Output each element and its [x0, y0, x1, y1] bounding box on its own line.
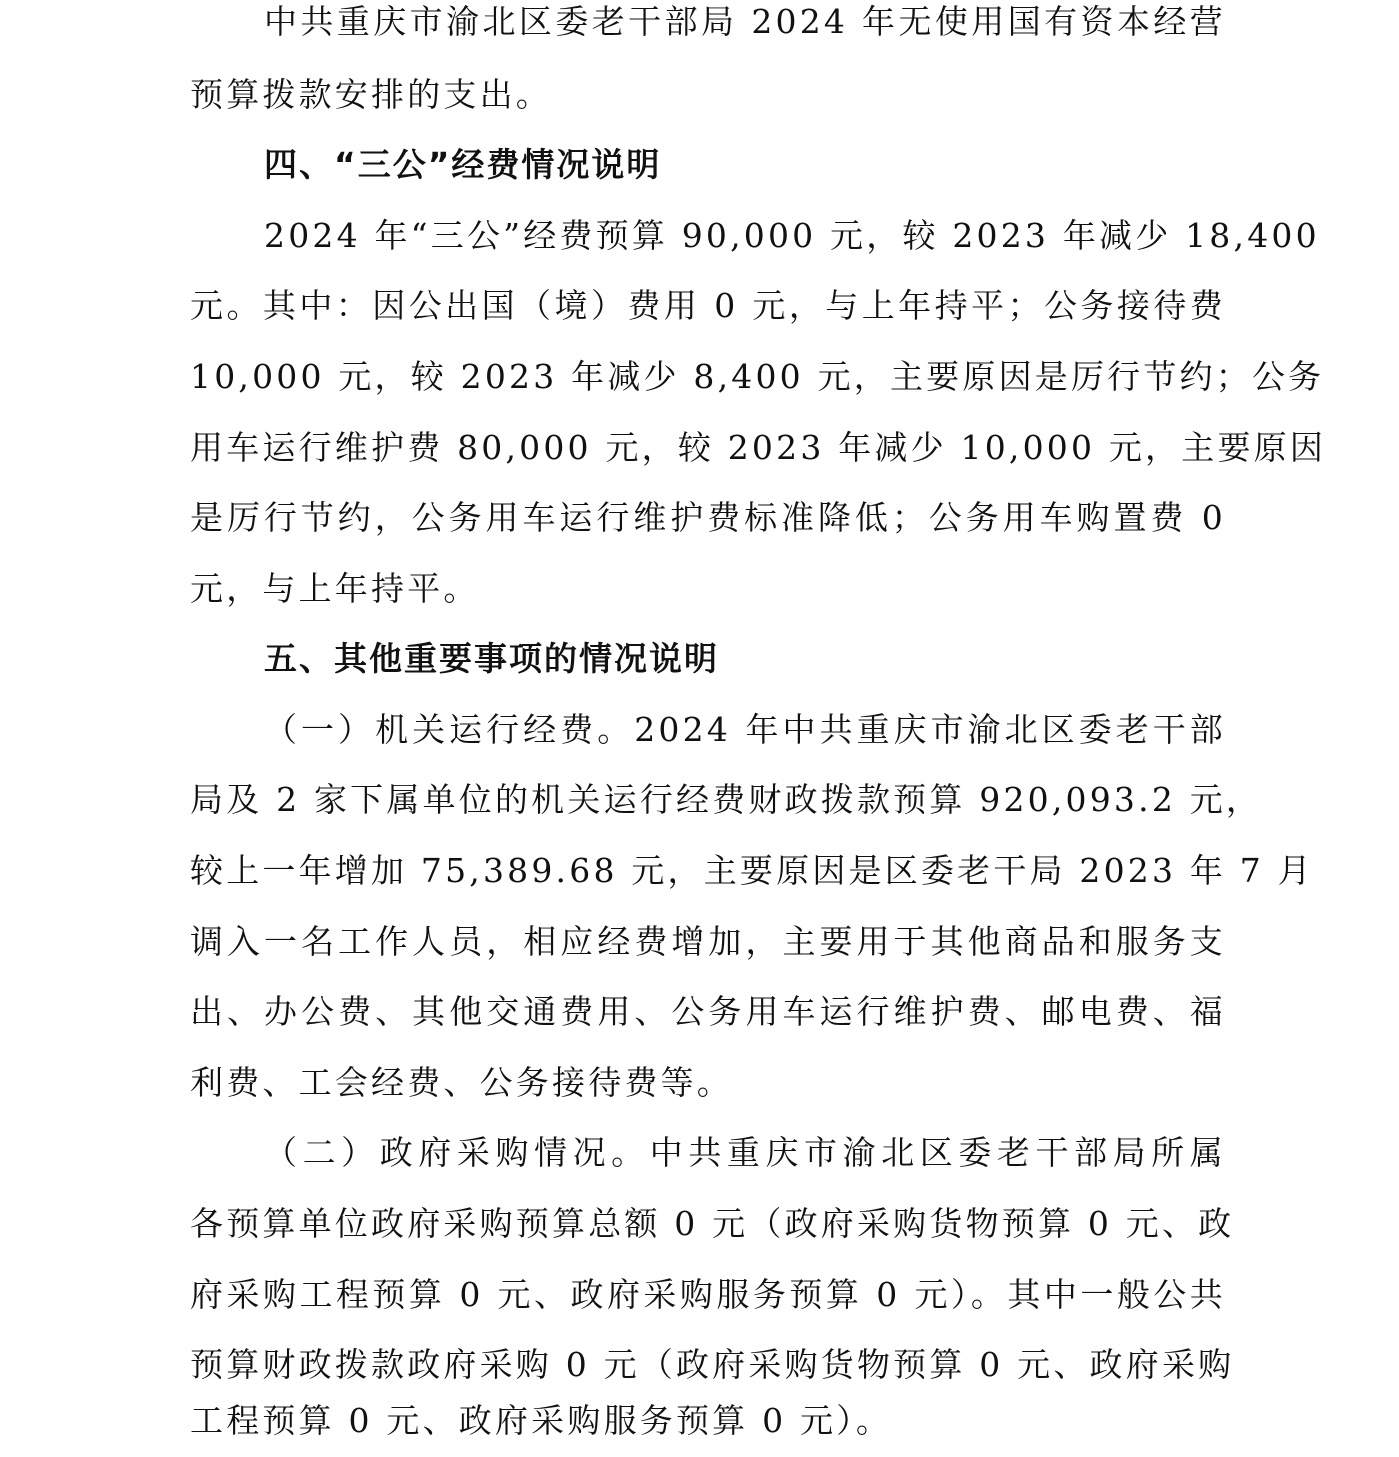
paragraph-line: 出、办公费、其他交通费用、公务用车运行维护费、邮电费、福	[190, 992, 1226, 1031]
paragraph-line: 预算财政拨款政府采购 0 元（政府采购货物预算 0 元、政府采购	[190, 1345, 1235, 1384]
paragraph-line: 2024 年“三公”经费预算 90,000 元，较 2023 年减少 18,400	[264, 216, 1320, 255]
paragraph-line: 是厉行节约，公务用车运行维护费标准降低；公务用车购置费 0	[190, 498, 1226, 537]
paragraph-line: 元。其中：因公出国（境）费用 0 元，与上年持平；公务接待费	[190, 286, 1226, 325]
paragraph-line: 利费、工会经费、公务接待费等。	[190, 1063, 733, 1102]
paragraph-line: 工程预算 0 元、政府采购服务预算 0 元）。	[190, 1401, 893, 1440]
section-heading: 五、其他重要事项的情况说明	[264, 639, 719, 678]
paragraph-line: （一）机关运行经费。2024 年中共重庆市渝北区委老干部	[264, 710, 1226, 749]
paragraph-line: 调入一名工作人员，相应经费增加，主要用于其他商品和服务支	[190, 922, 1226, 961]
paragraph-line: 元，与上年持平。	[190, 569, 480, 608]
paragraph-line: 较上一年增加 75,389.68 元，主要原因是区委老干局 2023 年 7 月	[190, 851, 1314, 890]
paragraph-line: 10,000 元，较 2023 年减少 8,400 元，主要原因是厉行节约；公务	[190, 357, 1325, 396]
paragraph-line: （二）政府采购情况。中共重庆市渝北区委老干部局所属	[264, 1133, 1226, 1172]
paragraph-line: 预算拨款安排的支出。	[190, 75, 552, 114]
section-heading: 四、“三公”经费情况说明	[264, 145, 662, 184]
paragraph-line: 用车运行维护费 80,000 元，较 2023 年减少 10,000 元，主要原因	[190, 428, 1327, 467]
paragraph-line: 局及 2 家下属单位的机关运行经费财政拨款预算 920,093.2 元，	[190, 780, 1263, 819]
paragraph-line: 府采购工程预算 0 元、政府采购服务预算 0 元）。其中一般公共	[190, 1275, 1226, 1314]
paragraph-line: 各预算单位政府采购预算总额 0 元（政府采购货物预算 0 元、政	[190, 1204, 1235, 1243]
paragraph-line: 中共重庆市渝北区委老干部局 2024 年无使用国有资本经营	[264, 2, 1226, 41]
